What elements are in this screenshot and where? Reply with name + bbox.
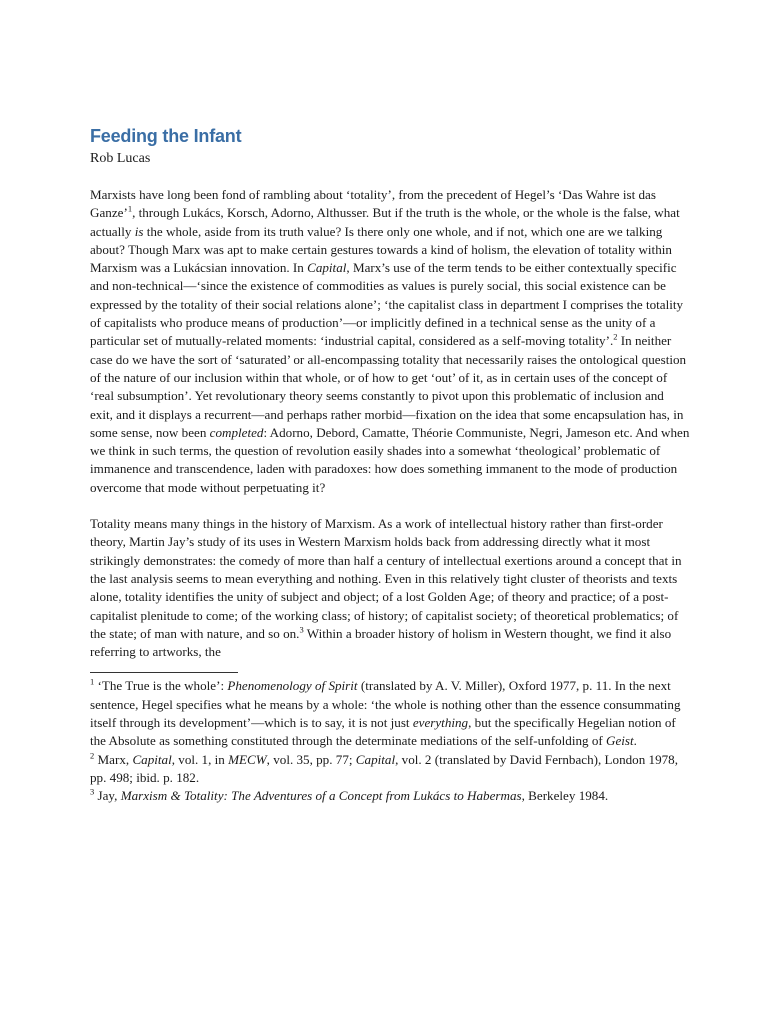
body-paragraph-1 [90,186,690,497]
text-run: , vol. 2 (translated by David Fernbach), London 1978, pp. 498; ibid. p. 182. [90,751,679,785]
text-run: , Berkeley 1984. [521,788,609,804]
text-run: ‘The True is the whole’: [94,678,228,694]
text-run: , Marx’s use of the term tends to be either contextually specific and non-technical—‘since the existence of commodities as values is purely social, this social existence can be expressed by the totality of their social relations alone’; ‘the capitalist class in department I comprises the totality of capitalists who produce means of production’—or implicitly defined in a technical sense as the unity of a particular set of mutually-related moments: ‘industrial capital, considered as a self-moving totality’. [90,260,684,349]
italic-text: Marxism & Totality: The Adventures of a Concept from Lukács to Habermas [120,788,522,804]
italic-text: Capital [307,260,347,276]
author-name: Rob Lucas [90,151,151,166]
footnote-marker: 2 [613,332,618,343]
document-title: Feeding the Infant [90,126,242,146]
text-run: (translated by A. V. Miller), Oxford 1977, p. 11. In the next sentence, Hegel specifies what he means by a whole: ‘the whole is nothing other than the essence consummating itself through its development’—which is to say, it is not just [90,678,681,731]
footnote-2 [90,751,690,788]
text-run: Totality means many things in the history of Marxism. As a work of intellectual history rather than first-order theory, Martin Jay’s study of its uses in Western Marxism holds back from addressing directly what it most strikingly demonstrates: the comedy of more than half a century of intellectual exertions around a concept that in the last analysis seems to mean everything and nothing. Even in this relatively tight cluster of theorists and texts alone, totality identifies the unity of subject and object; of a lost Golden Age; of theory and practice; of a post-capitalist plenitude to come; of the working class; of history; of capitalist society; of theoretical problematics; of the state; of man with nature, and so on. [90,516,682,641]
text-run: Marx, [94,751,133,767]
footnote-3 [90,787,690,805]
text-run: Marxists have long been fond of rambling about ‘totality’, from the precedent of Hegel’s ‘Das Wahre ist das Ganze’ [90,187,656,221]
text-run: Within a broader history of holism in Western thought, we find it also referring to artworks, the [90,625,672,660]
text-run: : Adorno, Debord, Camatte, Théorie Communiste, Negri, Jameson etc. And when we think in such terms, the question of revolution easily shades into a somewhat ‘theological’ problematic of immanence and transcendence, laden with paradoxes: how does something immanent to the mode of production overcome that mode without perpetuating it? [90,424,690,495]
text-run: . [633,733,637,749]
footnote-marker: 3 [90,786,95,797]
italic-text: completed [209,424,264,440]
text-run: , through Lukács, Korsch, Adorno, Althusser. But if the truth is the whole, or the whole is the false, what actually [90,205,680,239]
text-run: , but the specifically Hegelian notion of the Absolute as something constituted through the determinate mediations of the self-unfolding of [90,715,676,749]
footnote-separator [90,672,238,673]
text-run: Jay, [94,788,121,804]
italic-text: MECW [228,751,267,767]
footnote-1 [90,677,690,750]
body-paragraph-2 [90,515,690,661]
footnote-marker: 2 [90,750,95,761]
italic-text: Phenomenology of Spirit [227,678,358,694]
document-content [90,124,690,806]
italic-text: is [134,223,144,239]
italic-text: Geist [606,733,634,749]
italic-text: everything [412,715,469,731]
footnote-marker: 1 [90,677,95,688]
text-run: , vol. 35, pp. 77; [266,751,356,767]
footnote-marker: 1 [127,203,133,214]
text-run: , vol. 1, in [171,751,229,767]
text-run: the whole, aside from its truth value? Is there only one whole, and if not, which one are we talking about? Though Marx was apt to make certain gestures towards a kind of holism, the elevation of totality within Marxism was a Lukácsian innovation. In [90,223,672,276]
italic-text: Capital [132,751,172,767]
text-run: In neither case do we have the sort of ‘saturated’ or all-encompassing totality that necessarily raises the ontological question of the nature of our inclusion within that whole, or of how to get ‘out’ of it, as in certain uses of the concept of ‘real subsumption’. Yet revolutionary theory seems constantly to pivot upon this problematic of inclusion and exit, and it displays a recurrent—and perhaps rather morbid—fixation on the idea that some encapsulation has, in some sense, now been [90,333,687,440]
italic-text: Capital [355,751,396,767]
footnote-marker: 3 [299,624,304,635]
